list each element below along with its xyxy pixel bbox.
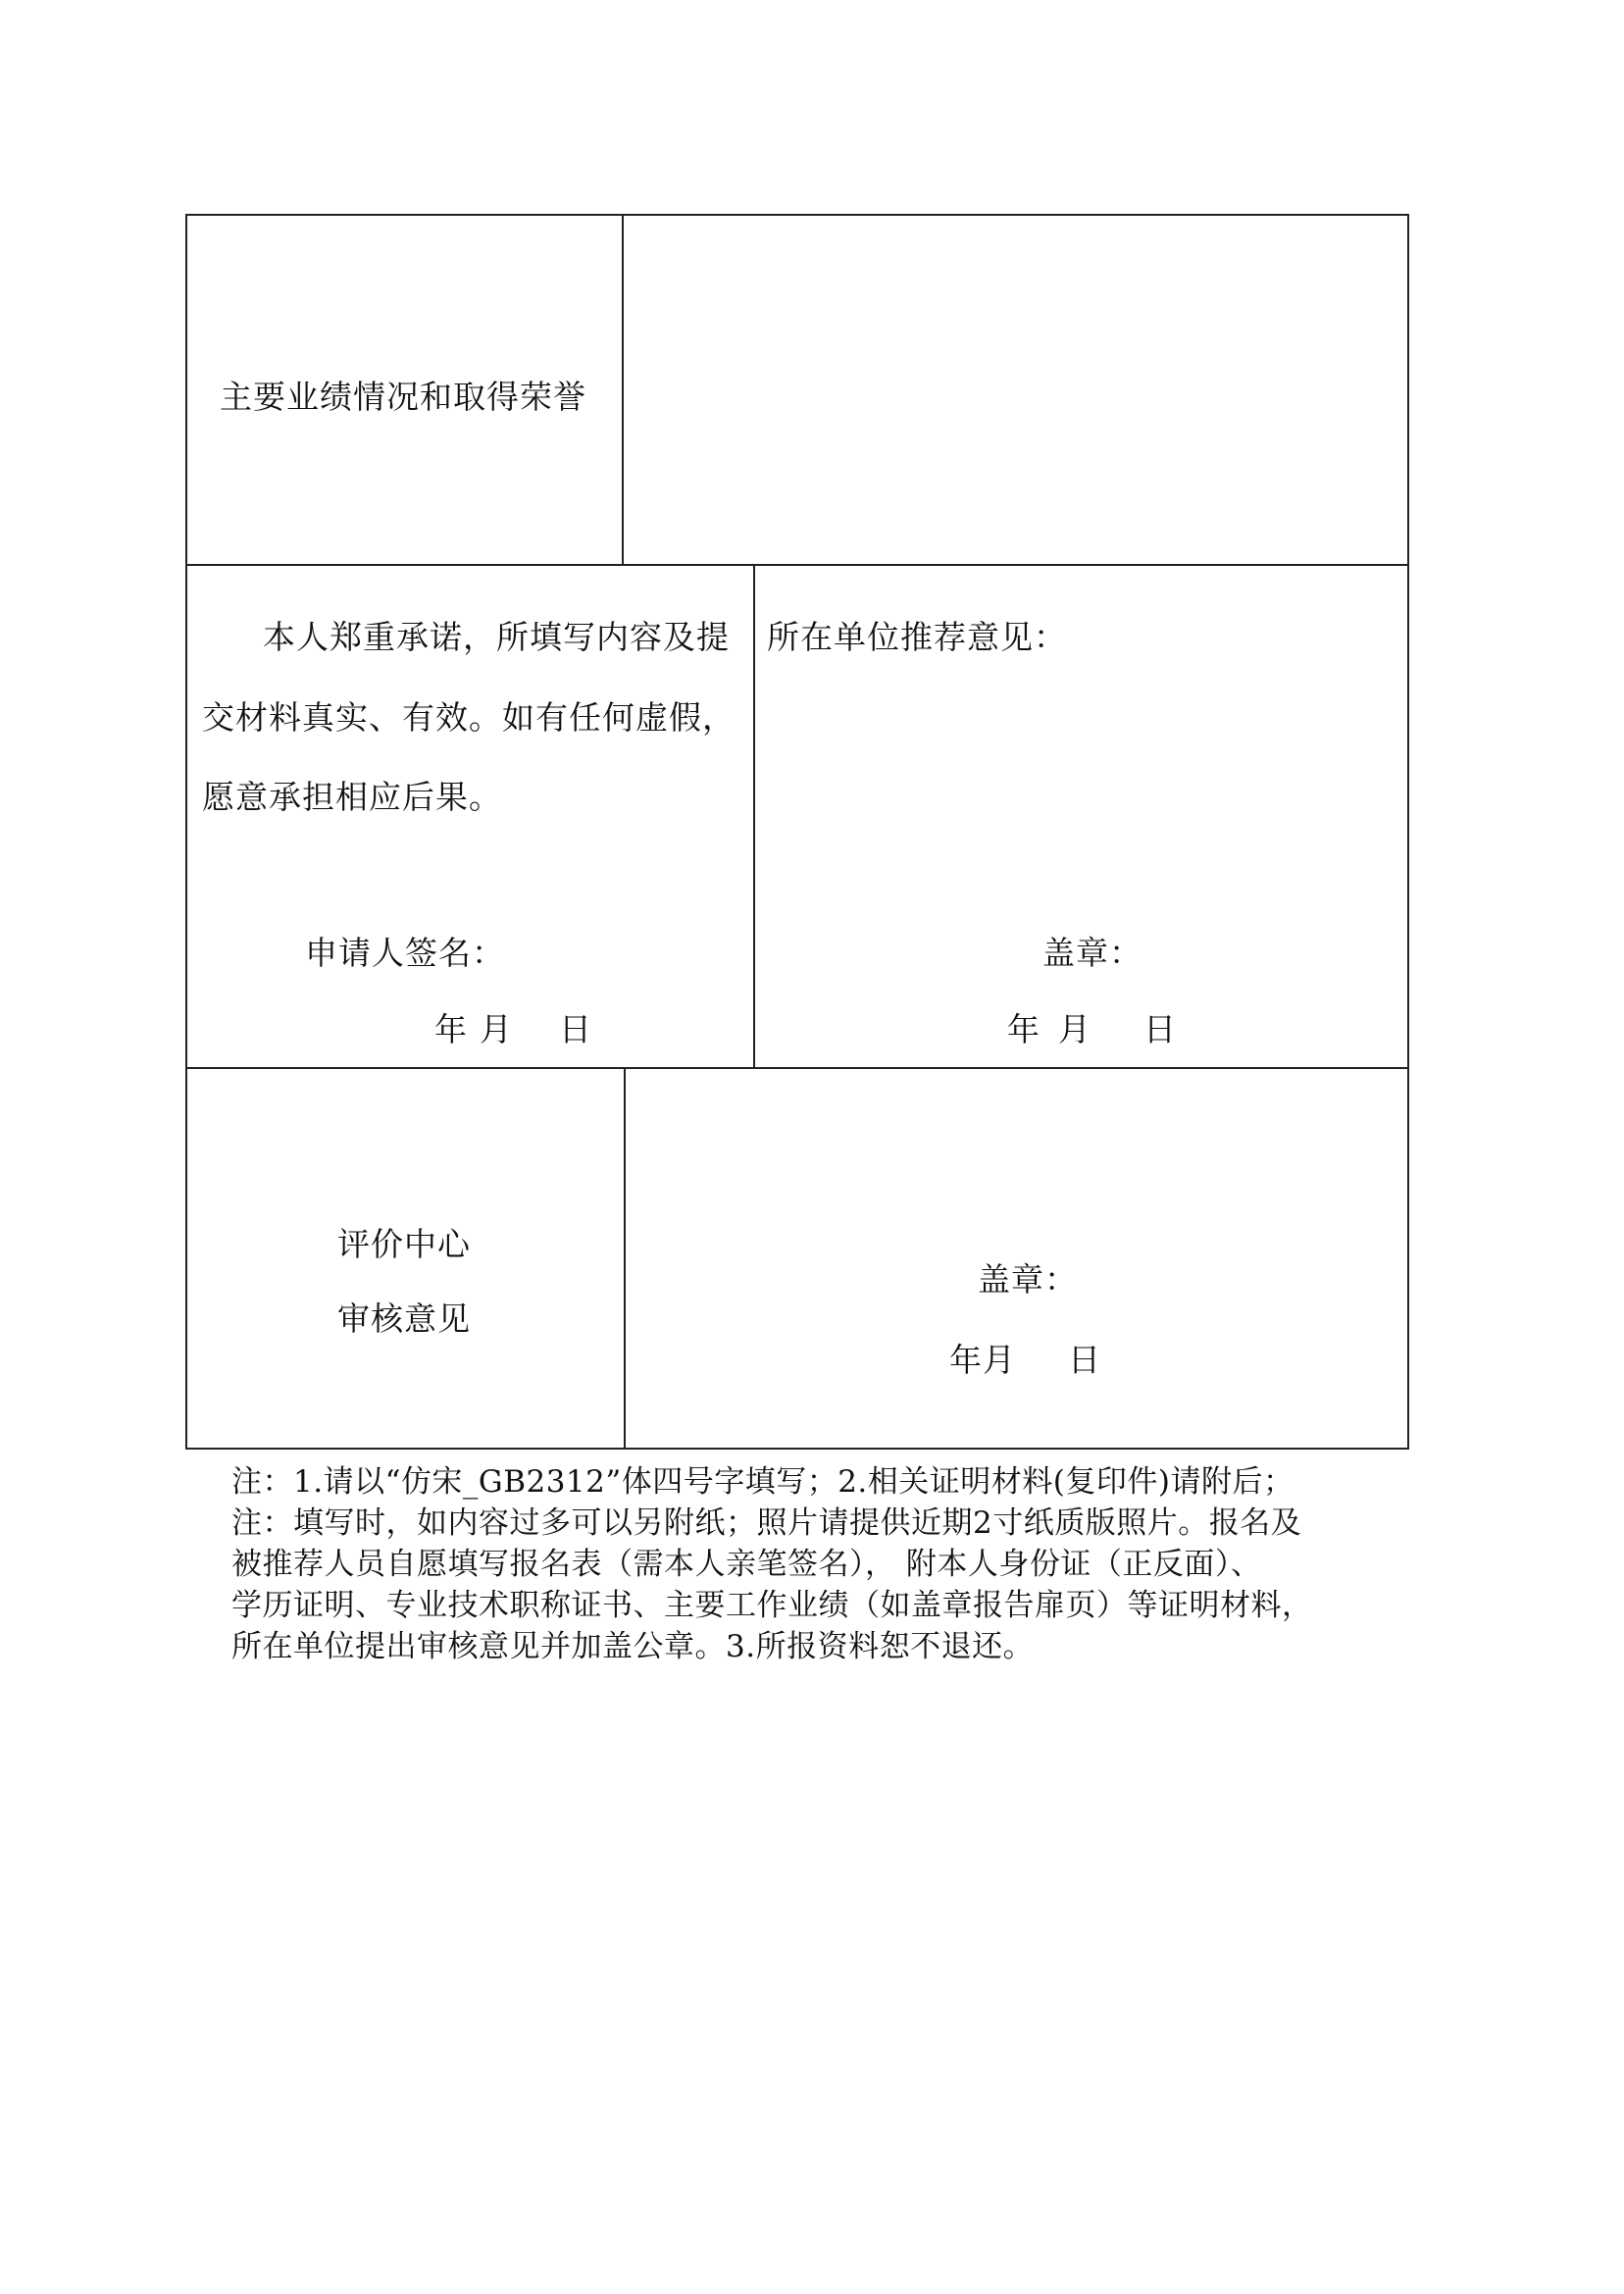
pledge-line-2: 交材料真实、有效。如有任何虚假， (202, 698, 736, 737)
application-form-table (185, 214, 1409, 1450)
row-divider-2 (187, 1067, 1407, 1069)
applicant-date-day: 日 (559, 1010, 592, 1048)
unit-opinion-label: 所在单位推荐意见： (767, 618, 1067, 656)
unit-stamp-label: 盖章： (1042, 934, 1142, 972)
applicant-signature-label: 申请人签名： (305, 934, 505, 972)
center-stamp-label: 盖章： (978, 1260, 1078, 1299)
pledge-line-1: 本人郑重承诺，所填写内容及提 (263, 618, 730, 656)
row-divider-1 (187, 564, 1407, 566)
achievements-label: 主要业绩情况和取得荣誉 (220, 378, 586, 416)
unit-date-year: 年 (1007, 1010, 1040, 1048)
unit-opinion-field[interactable] (766, 667, 1394, 892)
form-notes (231, 1461, 1408, 1667)
applicant-signature-field[interactable] (491, 927, 736, 976)
review-opinion-field[interactable] (627, 1070, 1407, 1188)
note-line-1: 注：1.请以“仿宋_GB2312”体四号字填写；2.相关证明材料(复印件)请附后； (231, 1464, 1294, 1500)
note-line-2: 注：填写时，如内容过多可以另附纸；照片请提供近期2寸纸质版照片。报名及 (231, 1505, 1302, 1541)
center-date-day: 日 (1068, 1341, 1101, 1379)
column-divider-row1 (622, 216, 624, 565)
applicant-date-month: 月 (480, 1010, 513, 1048)
applicant-date-year: 年 (434, 1010, 468, 1048)
note-line-3: 被推荐人员自愿填写报名表（需本人亲笔签名）， 附本人身份证（正反面）、 (231, 1547, 1262, 1582)
unit-date-day: 日 (1143, 1010, 1177, 1048)
pledge-line-3: 愿意承担相应后果。 (202, 778, 502, 816)
note-line-5: 所在单位提出审核意见并加盖公章。3.所报资料恕不退还。 (231, 1629, 1035, 1664)
achievements-content-area[interactable] (625, 218, 1407, 563)
review-opinion-label: 审核意见 (337, 1300, 471, 1338)
column-divider-row3 (624, 1068, 626, 1450)
evaluation-center-label: 评价中心 (337, 1225, 471, 1263)
center-date-year-month: 年月 (949, 1341, 1016, 1379)
column-divider-row2 (753, 565, 755, 1068)
unit-date-month: 月 (1058, 1010, 1091, 1048)
note-line-4: 学历证明、专业技术职称证书、主要工作业绩（如盖章报告扉页）等证明材料， (231, 1588, 1313, 1623)
